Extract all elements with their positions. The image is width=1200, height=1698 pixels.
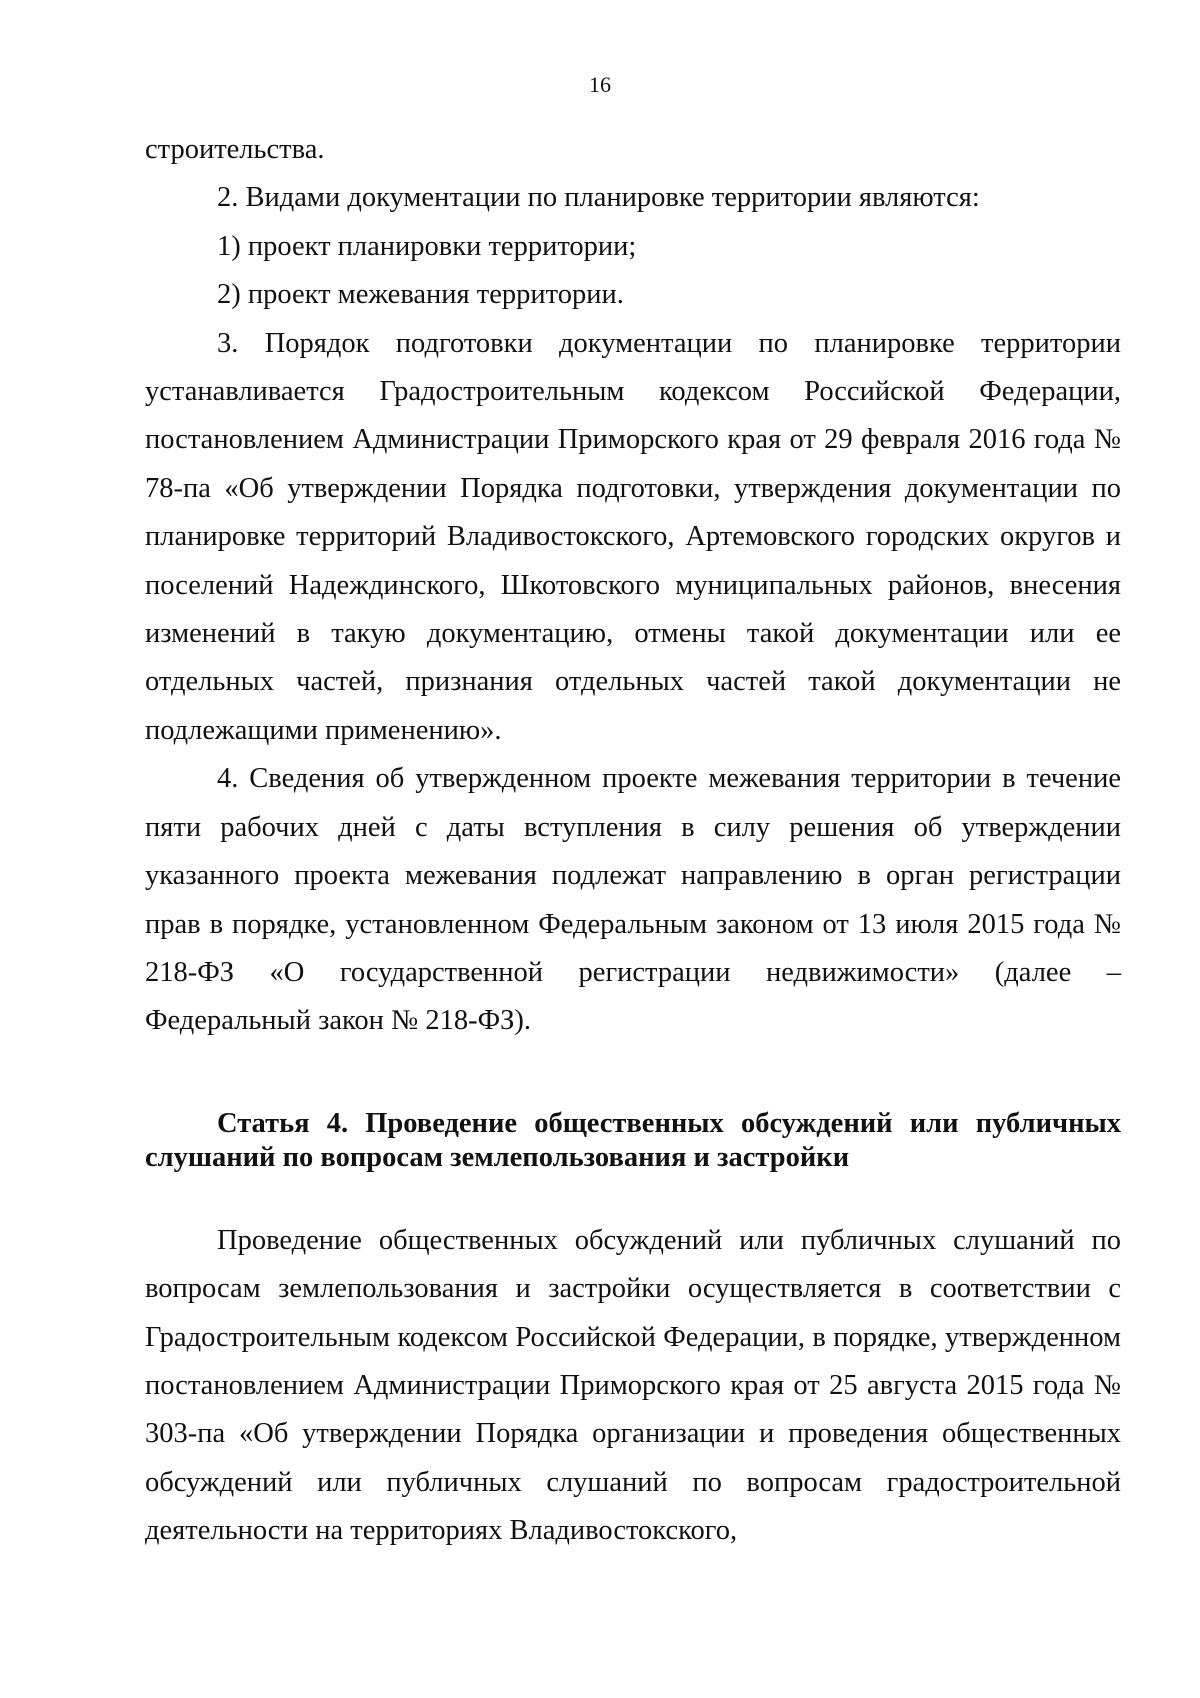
- paragraph-item-2: 2. Видами документации по планировке территории являются:: [217, 182, 980, 214]
- page-number: 16: [589, 72, 611, 97]
- list-item-1: 1) проект планировки территории;: [217, 230, 637, 262]
- paragraph-item-3: 3. Порядок подготовки документации по планировке территории устанавливается Градостроительным кодексом Российской Федерации, постановлением Администрации Приморского края от 29 февраля 2016 года № 78-па «Об утверждении Порядка подготовки, утверждения документации по планировке территорий Владивостокского, Артемовского городских округов и поселений Надеждинского, Шкотовского муниципальных районов, внесения изменений в такую документацию, отмены такой документации или ее отдельных частей, признания отдельных частей такой документации не подлежащими применению».: [145, 327, 1121, 746]
- document-body: [145, 126, 1121, 1556]
- paragraph-item-4: 4. Сведения об утвержденном проекте межевания территории в течение пяти рабочих дней с даты вступления в силу решения об утверждении указанного проекта межевания подлежат направлению в орган регистрации прав в порядке, установленном Федеральным законом от 13 июля 2015 года № 218-ФЗ «О государственной регистрации недвижимости» (далее – Федеральный закон № 218-ФЗ).: [145, 763, 1121, 1037]
- list-item-2: 2) проект межевания территории.: [217, 279, 624, 311]
- article-title: Статья 4. Проведение общественных обсуждений или публичных слушаний по вопросам землепользования и застройки: [145, 1107, 1121, 1173]
- article-body-paragraph: Проведение общественных обсуждений или публичных слушаний по вопросам землепользования и застройки осуществляется в соответствии с Градостроительным кодексом Российской Федерации, в порядке, утвержденном постановлением Администрации Приморского края от 25 августа 2015 года № 303-па «Об утверждении Порядка организации и проведения общественных обсуждений или публичных слушаний по вопросам градостроительной деятельности на территориях Владивостокского,: [145, 1224, 1121, 1547]
- paragraph-continuation: строительства.: [145, 134, 325, 165]
